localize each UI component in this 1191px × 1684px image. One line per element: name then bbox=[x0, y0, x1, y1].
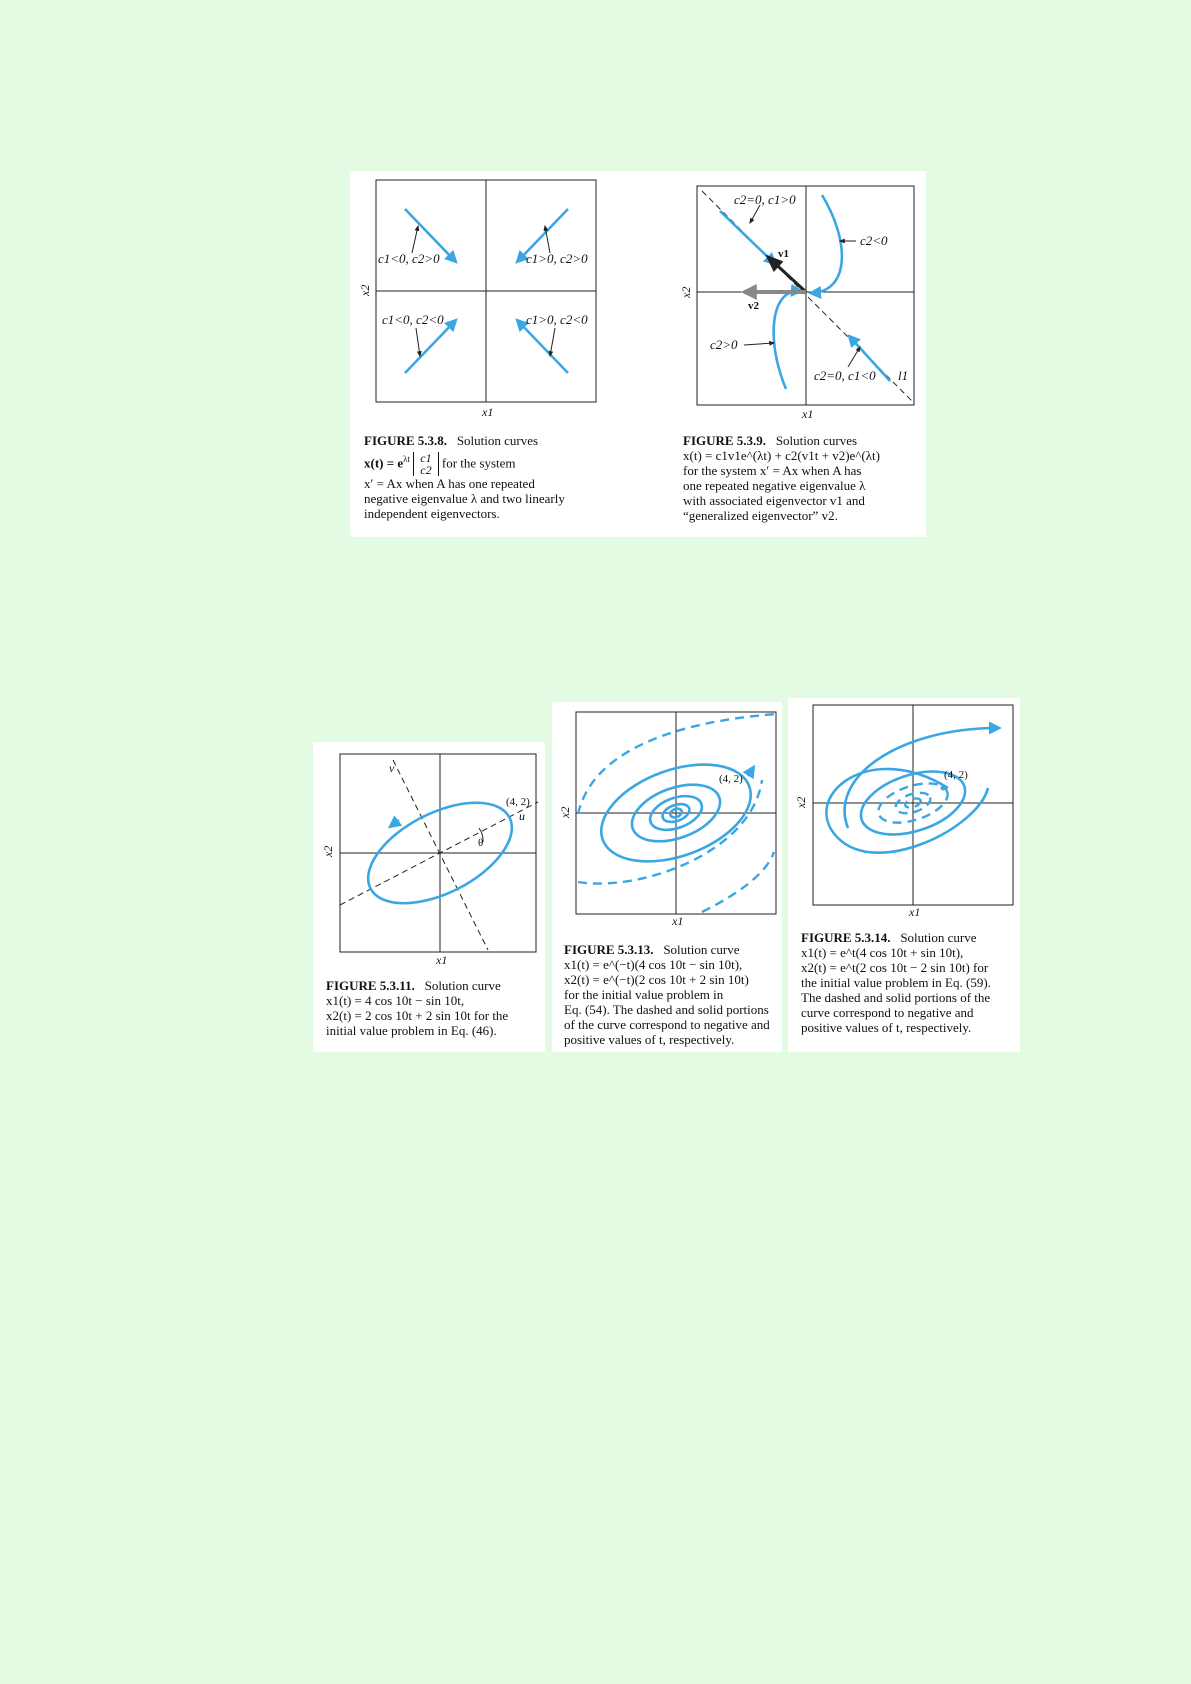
figure-5-3-14-panel bbox=[788, 698, 1020, 1052]
axis-label-x1: x1 bbox=[672, 914, 684, 928]
direction-arrow bbox=[391, 820, 399, 826]
caption-line: negative eigenvalue λ and two linearly bbox=[364, 491, 565, 507]
caption-line: with associated eigenvector v1 and bbox=[683, 493, 865, 508]
label-c1-neg-c2-neg: c1<0, c2<0 bbox=[382, 312, 444, 327]
caption-line: x1(t) = e^t(4 cos 10t + sin 10t), bbox=[801, 945, 964, 960]
caption-line: for the initial value problem in bbox=[564, 987, 724, 1002]
axis-label-x1: x1 bbox=[436, 953, 448, 967]
caption-line: of the curve correspond to negative and bbox=[564, 1017, 770, 1032]
caption-sup: λt bbox=[403, 454, 411, 464]
label-c2-pos: c2>0 bbox=[710, 337, 738, 352]
label-c1-pos-c2-neg: c1>0, c2<0 bbox=[526, 312, 588, 327]
label-c1-neg-c2-pos: c1<0, c2>0 bbox=[378, 251, 440, 266]
caption-line: Eq. (54). The dashed and solid portions bbox=[564, 1002, 769, 1017]
caption-line: x(t) = c1v1e^(λt) + c2(v1t + v2)e^(λt) bbox=[683, 448, 880, 463]
caption-line: for the system bbox=[441, 455, 516, 471]
leader-arrow bbox=[750, 205, 760, 223]
trajectory-c2-neg bbox=[812, 195, 842, 293]
figure-number: FIGURE 5.3.8. bbox=[364, 433, 448, 448]
label-theta: θ bbox=[478, 837, 484, 849]
caption-line: x2(t) = 2 cos 10t + 2 sin 10t for the bbox=[326, 1008, 509, 1023]
axis-label-x2: x2 bbox=[679, 286, 693, 298]
axis-label-x2: x2 bbox=[321, 845, 335, 857]
caption-line: positive values of t, respectively. bbox=[801, 1020, 972, 1035]
curve-negative-t bbox=[578, 714, 776, 814]
axis-label-x2: x2 bbox=[794, 796, 808, 808]
caption-figure-5-3-13 bbox=[564, 942, 779, 1047]
caption-line: the initial value problem in Eq. (59). bbox=[801, 975, 991, 990]
spiral-ring bbox=[826, 769, 988, 853]
label-u: u bbox=[519, 809, 525, 823]
point-label: (4, 2) bbox=[944, 769, 968, 781]
caption-line: x2(t) = e^(−t)(2 cos 10t + 2 sin 10t) bbox=[564, 972, 749, 987]
caption-line: Solution curve bbox=[900, 930, 977, 945]
label-c2-zero-c1-pos: c2=0, c1>0 bbox=[734, 192, 796, 207]
eigenvector-v1-arrow bbox=[768, 257, 806, 292]
caption-figure-5-3-14 bbox=[801, 930, 1019, 1035]
direction-arrow bbox=[748, 768, 753, 776]
caption-figure-5-3-9 bbox=[683, 433, 923, 523]
curve-negative-t bbox=[702, 852, 774, 912]
label-c2-neg: c2<0 bbox=[860, 233, 888, 248]
vector-c1: c1 bbox=[420, 451, 432, 466]
label-c2-zero-c1-neg: c2=0, c1<0 bbox=[814, 368, 876, 383]
point-label: (4, 2) bbox=[506, 796, 530, 808]
caption-line: “generalized eigenvector” v2. bbox=[683, 508, 838, 523]
label-l1: l1 bbox=[898, 368, 909, 383]
spiral-outer-arc bbox=[845, 728, 998, 828]
caption-figure-5-3-8 bbox=[364, 433, 634, 521]
label-c1-pos-c2-pos: c1>0, c2>0 bbox=[526, 251, 588, 266]
axis-label-x1: x1 bbox=[802, 407, 814, 421]
figure-5-3-14-plot bbox=[788, 698, 1020, 928]
label-v1: v1 bbox=[778, 248, 789, 260]
axis-label-x2: x2 bbox=[558, 806, 572, 818]
trajectory-c2-pos bbox=[774, 291, 800, 389]
caption-line: x′ = Ax when A has one repeated bbox=[364, 476, 535, 492]
axis-label-x2: x2 bbox=[358, 284, 372, 296]
caption-line: one repeated negative eigenvalue λ bbox=[683, 478, 866, 493]
caption-line: independent eigenvectors. bbox=[364, 506, 500, 522]
caption-figure-5-3-11 bbox=[326, 978, 541, 1038]
figure-number: FIGURE 5.3.13. bbox=[564, 942, 654, 957]
axis-label-x1: x1 bbox=[909, 905, 921, 919]
leader-arrow bbox=[744, 343, 774, 345]
label-v2: v2 bbox=[748, 300, 759, 312]
initial-point-marker bbox=[941, 786, 946, 791]
figure-5-3-13-panel bbox=[552, 702, 782, 1052]
figure-number: FIGURE 5.3.11. bbox=[326, 978, 415, 993]
caption-line: for the system x′ = Ax when A has bbox=[683, 463, 862, 478]
caption-line: x1(t) = 4 cos 10t − sin 10t, bbox=[326, 993, 465, 1008]
caption-line: x2(t) = e^t(2 cos 10t − 2 sin 10t) for bbox=[801, 960, 989, 975]
caption-line: Solution curve bbox=[424, 978, 501, 993]
figure-panel-top bbox=[350, 171, 926, 537]
caption-line: The dashed and solid portions of the bbox=[801, 990, 991, 1005]
caption-line: x1(t) = e^(−t)(4 cos 10t − sin 10t), bbox=[564, 957, 743, 972]
figure-5-3-13-plot bbox=[552, 702, 782, 932]
label-v: v bbox=[389, 761, 395, 775]
caption-line: Solution curves bbox=[775, 433, 858, 448]
curve-negative-t bbox=[578, 780, 762, 884]
axis-label-x1: x1 bbox=[482, 405, 494, 419]
point-label: (4, 2) bbox=[719, 773, 743, 785]
caption-line: initial value problem in Eq. (46). bbox=[326, 1023, 497, 1038]
caption-line: curve correspond to negative and bbox=[801, 1005, 974, 1020]
caption-line: positive values of t, respectively. bbox=[564, 1032, 735, 1047]
trajectory-c2-zero-c1-pos bbox=[720, 211, 774, 263]
vector-c2: c2 bbox=[420, 463, 432, 478]
figure-5-3-11-plot bbox=[313, 742, 545, 967]
caption-line: Solution curve bbox=[663, 942, 740, 957]
caption-line: x(t) = e bbox=[364, 455, 404, 471]
caption-line: Solution curves bbox=[456, 433, 539, 448]
figure-number: FIGURE 5.3.14. bbox=[801, 930, 891, 945]
figure-number: FIGURE 5.3.9. bbox=[683, 433, 767, 448]
figure-5-3-9-plot bbox=[350, 171, 926, 421]
figure-5-3-11-panel bbox=[313, 742, 545, 1052]
leader-arrow bbox=[848, 347, 860, 367]
